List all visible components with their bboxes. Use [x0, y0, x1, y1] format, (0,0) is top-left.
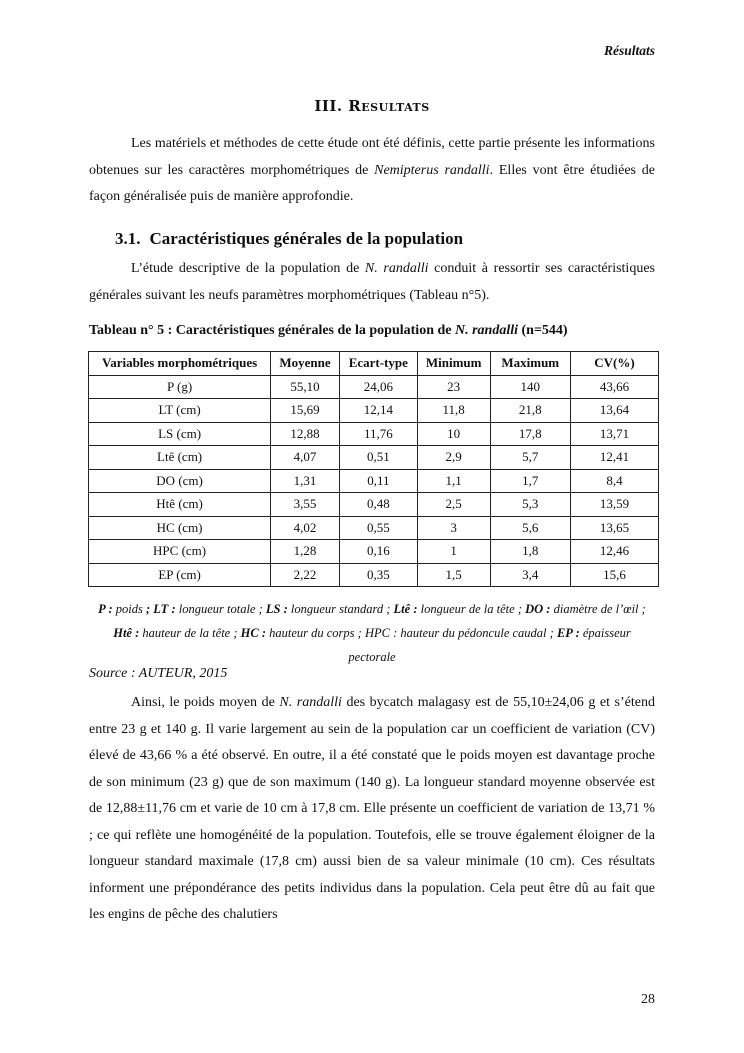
legend-abbr: DO :: [525, 602, 551, 616]
table-header-row: [89, 352, 659, 376]
table-row: [89, 446, 659, 470]
table-body: [89, 375, 659, 587]
table-cell: 12,41: [571, 446, 659, 470]
table-caption: [89, 323, 568, 339]
table-cell: 2,5: [417, 493, 490, 517]
section-text-2: conduit à ressortir ses caractéristiques générales suivant les neufs paramètres morphométriques (Tableau n°5).: [89, 261, 655, 303]
table-cell: 12,46: [571, 540, 659, 564]
table-cell: 0,16: [339, 540, 417, 564]
table-cell: 23: [417, 375, 490, 399]
table-row: [89, 540, 659, 564]
chapter-title: III. Resultats: [314, 97, 430, 115]
analysis-text-2: des bycatch malagasy est de 55,10±24,06 g et s’étend entre 23 g et 140 g. Il varie largement au sein de la population car un coefficient de variation (CV) élevé de 43,66 % a été observé. En outre, il a été constaté que le poids moyen est davantage proche de son minimum (23 g) que de son maximum (140 g). La longueur standard moyenne observée est de 12,88±11,76 cm et varie de 10 cm à 17,8 cm. Elle présente un coefficient de variation de 13,71 % ; ce qui reflète une homogénéité de la population. Toutefois, elle se trouve également éloigner de la longueur standard maximale (17,8 cm) aussi bien de sa valeur minimale (10 cm). Ces résultats informent une prépondérance des petits individus dans la population. Cela peut être dû au fait que les engins de pêche des chalutiers: [89, 695, 655, 922]
table-cell: 1,28: [271, 540, 340, 564]
table-cell: 2,22: [271, 563, 340, 587]
table-cell: 0,11: [339, 469, 417, 493]
table-source: Source : AUTEUR, 2015: [89, 666, 228, 681]
column-header: Variables morphométriques: [89, 352, 271, 376]
table-cell: 12,14: [339, 399, 417, 423]
analysis-paragraph: [89, 690, 655, 929]
table-cell: 1: [417, 540, 490, 564]
legend-abbr: HC :: [240, 626, 266, 640]
column-header: CV(%): [571, 352, 659, 376]
row-variable-cell: LS (cm): [89, 422, 271, 446]
table-cell: 3,55: [271, 493, 340, 517]
section-paragraph: [89, 256, 655, 309]
table-cell: 24,06: [339, 375, 417, 399]
table-cell: 0,48: [339, 493, 417, 517]
table-cell: 4,07: [271, 446, 340, 470]
table-cell: 55,10: [271, 375, 340, 399]
table-cell: 5,6: [490, 516, 571, 540]
table-cell: 11,76: [339, 422, 417, 446]
caption-text-1: Tableau n° 5 : Caractéristiques générales de la population de: [89, 323, 455, 338]
table-row: [89, 422, 659, 446]
analysis-species: N. randalli: [279, 695, 342, 710]
legend-abbr: Ltê :: [393, 602, 418, 616]
table-row: [89, 493, 659, 517]
legend-abbr: LS :: [265, 602, 288, 616]
table-cell: 0,55: [339, 516, 417, 540]
analysis-text-1: Ainsi, le poids moyen de: [131, 695, 280, 710]
table-row: [89, 399, 659, 423]
legend-abbr: P :: [98, 602, 113, 616]
legend-desc: hauteur de la tête ;: [139, 626, 241, 640]
intro-text-1: Les matériels et méthodes de cette étude ont été définis, cette partie présente les informations obtenues sur les caractères morphométriques de: [89, 136, 655, 178]
table-cell: 15,69: [271, 399, 340, 423]
column-header: Minimum: [417, 352, 490, 376]
table-cell: 5,7: [490, 446, 571, 470]
table-legend: [89, 597, 655, 669]
table-cell: 8,4: [571, 469, 659, 493]
table-cell: 1,1: [417, 469, 490, 493]
legend-desc: poids: [112, 602, 146, 616]
row-variable-cell: HPC (cm): [89, 540, 271, 564]
table-cell: 13,64: [571, 399, 659, 423]
legend-abbr: Htê :: [113, 626, 140, 640]
legend-desc: longueur totale ;: [175, 602, 266, 616]
legend-desc: hauteur du corps ; HPC : hauteur du pédoncule caudal ;: [266, 626, 557, 640]
table-row: [89, 563, 659, 587]
legend-desc: épaisseur pectorale: [348, 626, 631, 664]
row-variable-cell: EP (cm): [89, 563, 271, 587]
legend-desc: longueur standard ;: [287, 602, 394, 616]
table-cell: 5,3: [490, 493, 571, 517]
table-cell: 2,9: [417, 446, 490, 470]
caption-species: N. randalli: [454, 323, 518, 338]
table-row: [89, 516, 659, 540]
intro-text-2: . Elles vont être étudiées de façon généralisée puis de manière approfondie.: [89, 162, 655, 204]
table-cell: 140: [490, 375, 571, 399]
table-cell: 13,59: [571, 493, 659, 517]
table-row: [89, 469, 659, 493]
table-cell: 1,5: [417, 563, 490, 587]
section-heading: [115, 229, 463, 249]
table-cell: 10: [417, 422, 490, 446]
intro-species: Nemipterus randalli: [374, 162, 490, 178]
legend-desc: longueur de la tête ;: [417, 602, 526, 616]
row-variable-cell: HC (cm): [89, 516, 271, 540]
table-cell: 0,51: [339, 446, 417, 470]
table-cell: 3,4: [490, 563, 571, 587]
table-cell: 3: [417, 516, 490, 540]
table-cell: 4,02: [271, 516, 340, 540]
morphometric-table: [88, 351, 659, 587]
table-cell: 17,8: [490, 422, 571, 446]
page-number: 28: [641, 992, 655, 1007]
legend-abbr: ; LT :: [145, 602, 176, 616]
table-cell: 21,8: [490, 399, 571, 423]
table-cell: 13,65: [571, 516, 659, 540]
table-cell: 13,71: [571, 422, 659, 446]
column-header: Ecart-type: [339, 352, 417, 376]
table-cell: 1,8: [490, 540, 571, 564]
table-cell: 11,8: [417, 399, 490, 423]
table-cell: 15,6: [571, 563, 659, 587]
caption-text-2: (n=544): [518, 323, 568, 338]
row-variable-cell: P (g): [89, 375, 271, 399]
running-header: Résultats: [603, 43, 655, 58]
section-number: 3.1.: [115, 229, 141, 248]
section-species: N. randalli: [364, 261, 429, 276]
table-cell: 1,31: [271, 469, 340, 493]
table-row: [89, 375, 659, 399]
table-cell: 12,88: [271, 422, 340, 446]
intro-paragraph: [89, 131, 655, 211]
section-title: Caractéristiques générales de la population: [149, 229, 464, 248]
column-header: Moyenne: [271, 352, 340, 376]
row-variable-cell: Htê (cm): [89, 493, 271, 517]
section-text-1: L’étude descriptive de la population de: [131, 261, 365, 276]
legend-abbr: EP :: [556, 626, 580, 640]
table-cell: 43,66: [571, 375, 659, 399]
row-variable-cell: LT (cm): [89, 399, 271, 423]
table-cell: 1,7: [490, 469, 571, 493]
row-variable-cell: Ltê (cm): [89, 446, 271, 470]
table-cell: 0,35: [339, 563, 417, 587]
legend-desc: diamètre de l’œil ;: [550, 602, 646, 616]
column-header: Maximum: [490, 352, 571, 376]
row-variable-cell: DO (cm): [89, 469, 271, 493]
